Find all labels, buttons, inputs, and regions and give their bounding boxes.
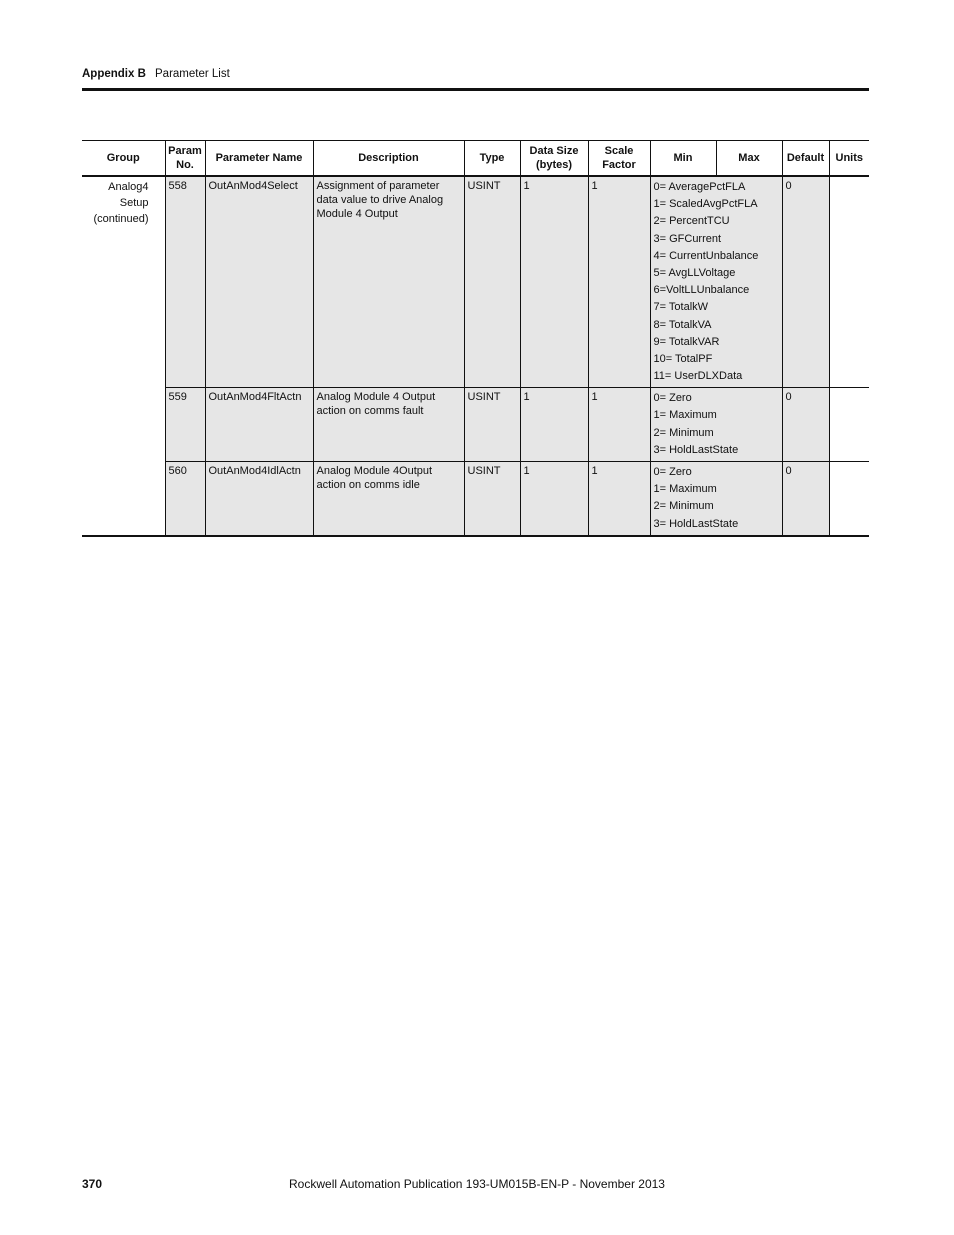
column-header-min: Min	[650, 141, 716, 177]
column-header-description: Description	[313, 141, 464, 177]
option-item: 2= Minimum	[653, 426, 714, 439]
page-header	[82, 66, 868, 88]
parameter-name-cell: OutAnMod4Select	[205, 176, 313, 388]
header-rule	[82, 88, 869, 91]
column-header-max: Max	[716, 141, 782, 177]
group-cell	[82, 176, 165, 536]
appendix-label: Appendix B	[82, 68, 146, 80]
param-no-cell: 559	[165, 388, 205, 462]
param-no-cell: 560	[165, 462, 205, 536]
scale-factor-cell: 1	[588, 462, 650, 536]
option-item: 3= HoldLastState	[653, 517, 739, 530]
table-row	[82, 462, 869, 536]
data-size-cell: 1	[520, 176, 588, 388]
min-max-cell	[650, 388, 782, 462]
column-header-scale-factor: Scale Factor	[588, 141, 650, 177]
column-header-units: Units	[829, 141, 869, 177]
type-cell: USINT	[464, 462, 520, 536]
option-item: 5= AvgLLVoltage	[653, 266, 736, 279]
description-cell: Analog Module 4 Output action on comms fault	[313, 388, 464, 462]
type-cell: USINT	[464, 388, 520, 462]
units-cell	[829, 388, 869, 462]
table-header-row	[82, 141, 869, 177]
column-header-group: Group	[82, 141, 165, 177]
publication-footer: Rockwell Automation Publication 193-UM015B-EN-P - November 2013	[289, 1177, 665, 1191]
description-cell: Assignment of parameter data value to drive Analog Module 4 Output	[313, 176, 464, 388]
column-header-data-size: Data Size (bytes)	[520, 141, 588, 177]
min-max-cell	[650, 176, 782, 388]
data-size-cell: 1	[520, 388, 588, 462]
option-item: 0= AveragePctFLA	[653, 181, 746, 193]
type-cell: USINT	[464, 176, 520, 388]
column-header-param-no: Param No.	[165, 141, 205, 177]
description-cell: Analog Module 4Output action on comms idle	[313, 462, 464, 536]
parameter-table	[82, 140, 869, 537]
param-no-cell: 558	[165, 176, 205, 388]
option-item: 10= TotalPF	[653, 352, 713, 365]
option-item: 1= ScaledAvgPctFLA	[653, 198, 758, 211]
option-item: 3= GFCurrent	[653, 232, 722, 245]
default-cell: 0	[782, 462, 829, 536]
option-item: 4= CurrentUnbalance	[653, 249, 759, 262]
option-item: 7= TotalkW	[653, 301, 709, 314]
option-item: 8= TotalkVA	[653, 318, 712, 331]
parameter-name-cell: OutAnMod4IdlActn	[205, 462, 313, 536]
default-cell: 0	[782, 176, 829, 388]
data-size-cell: 1	[520, 462, 588, 536]
option-item: 6=VoltLLUnbalance	[653, 284, 750, 297]
units-cell	[829, 176, 869, 388]
scale-factor-cell: 1	[588, 388, 650, 462]
min-max-cell	[650, 462, 782, 536]
option-item: 2= PercentTCU	[653, 215, 730, 228]
default-cell: 0	[782, 388, 829, 462]
option-item: 0= Zero	[653, 392, 692, 405]
option-item: 1= Maximum	[653, 409, 717, 422]
scale-factor-cell: 1	[588, 176, 650, 388]
option-item: 11= UserDLXData	[653, 370, 743, 383]
option-item: 2= Minimum	[653, 500, 714, 513]
option-item: 1= Maximum	[653, 483, 717, 496]
column-header-default: Default	[782, 141, 829, 177]
option-item: 0= Zero	[653, 466, 692, 478]
group-name: Analog4 Setup	[108, 181, 149, 209]
page-number: 370	[82, 1177, 103, 1191]
parameter-name-cell: OutAnMod4FltActn	[205, 388, 313, 462]
option-item: 3= HoldLastState	[653, 443, 739, 456]
units-cell	[829, 462, 869, 536]
section-title: Parameter List	[155, 68, 230, 80]
table-row	[82, 388, 869, 462]
column-header-parameter-name: Parameter Name	[205, 141, 313, 177]
option-item: 9= TotalkVAR	[653, 335, 720, 348]
group-continued: (continued)	[93, 213, 149, 225]
table-row	[82, 176, 869, 388]
column-header-type: Type	[464, 141, 520, 177]
